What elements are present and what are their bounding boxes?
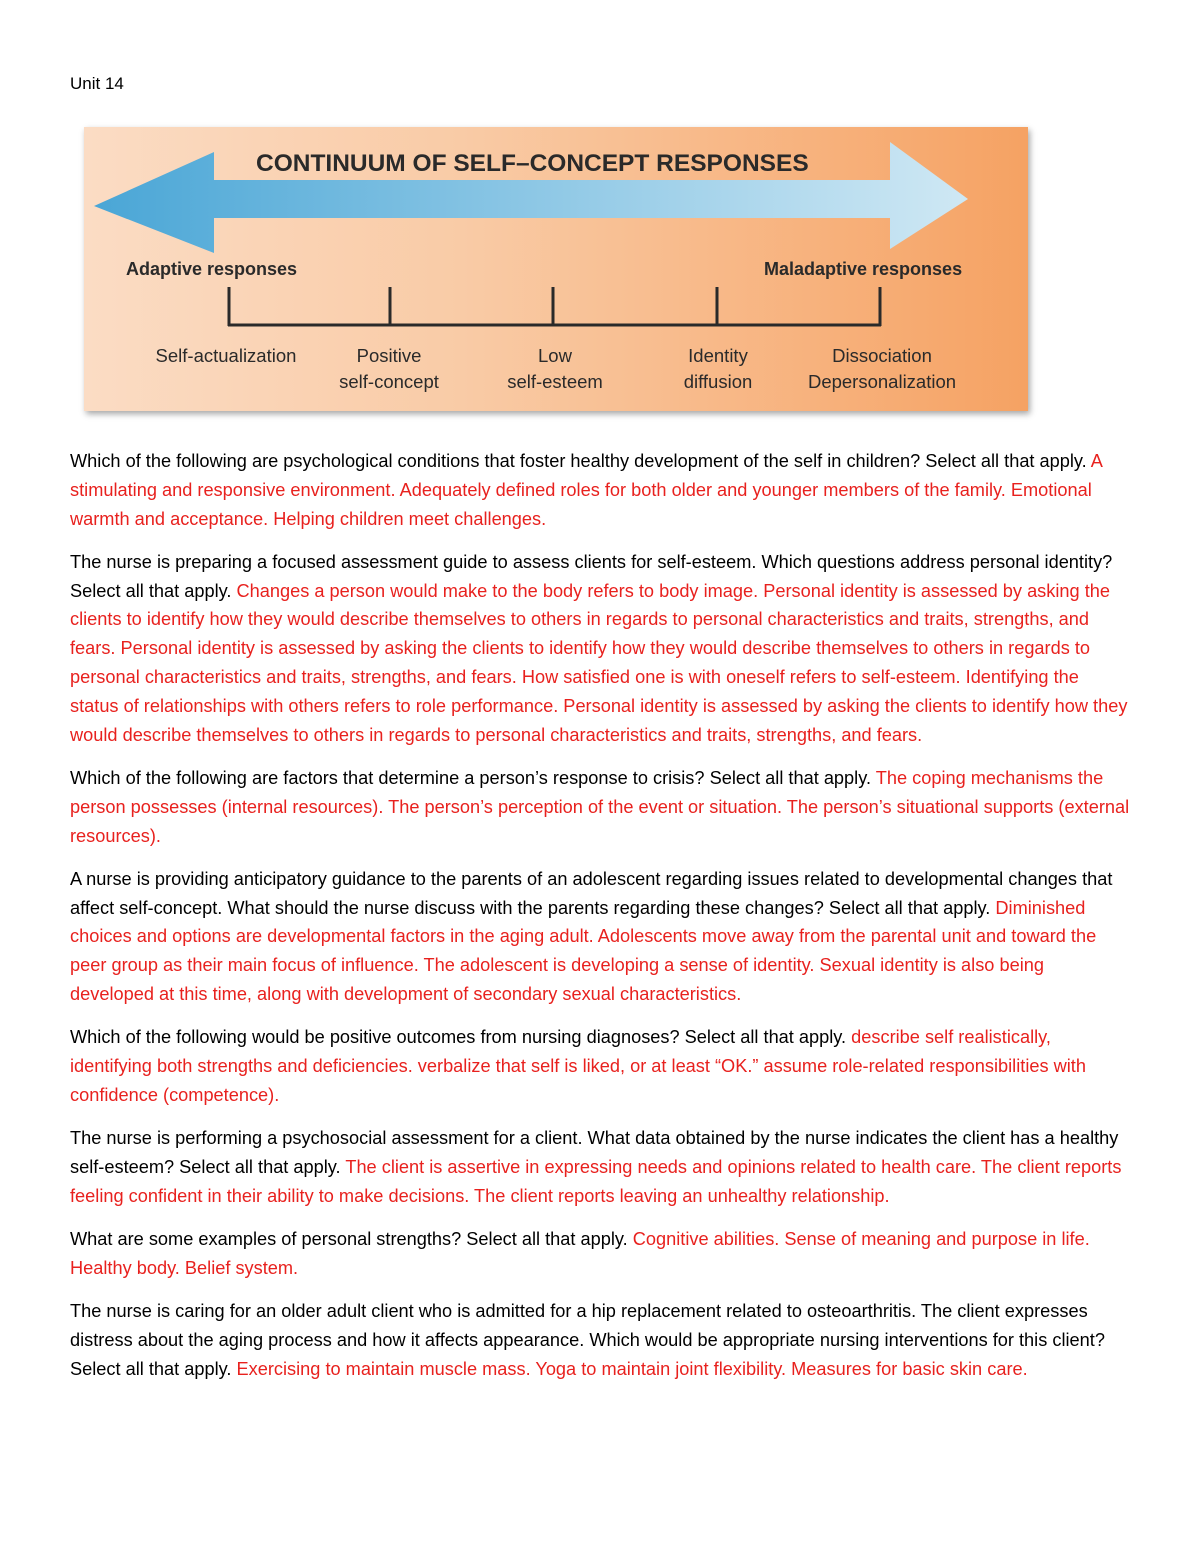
point-label-dissociation: Dissociation — [832, 345, 932, 366]
answer-text: Exercising to maintain muscle mass. Yoga to maintain joint flexibility. Measures for basic skin care. — [236, 1358, 1028, 1379]
point-label-positive: Positive — [356, 345, 422, 366]
question-text: A nurse is providing anticipatory guidance to the parents of an adolescent regarding issues related to developmental changes that affect self-concept. What should the nurse discuss with the parents regarding these changes? Select all that apply. — [70, 868, 1113, 918]
question-text: Which of the following are psychological conditions that foster healthy development of the self in children? Select all that apply. — [70, 451, 1087, 471]
adaptive-label: Adaptive responses — [126, 259, 298, 279]
answer-text: Changes a person would make to the body refers to body image. Personal identity is assessed by asking the clients to identify how they would describe themselves to others in regards to personal characteristics and traits, strengths, and fears. Personal identity is assessed by asking the clients to identify how they would describe themselves to others in regards to personal characteristics and traits, strengths, and fears. How satisfied one is with oneself refers to self-esteem. Identifying the status of relationships with others refers to role performance. Personal identity is assessed by asking the clients to identify how they would describe themselves to others in regards to personal characteristics and traits, strengths, and fears. — [70, 580, 1128, 745]
qa-item-8 — [70, 1297, 1132, 1383]
answer-text: describe self realistically, identifying both strengths and deficiencies. verbalize that self is liked, or at least “OK.” assume role-related responsibilities with confidence (competence). — [70, 1027, 1086, 1105]
question-text: Which of the following would be positive outcomes from nursing diagnoses? Select all that apply. — [70, 1027, 847, 1048]
qa-item-5 — [70, 1023, 1132, 1109]
point-label-self-concept: self-concept — [339, 371, 439, 392]
qa-item-3 — [70, 764, 1132, 850]
continuum-figure — [84, 127, 1028, 411]
question-text: What are some examples of personal strengths? Select all that apply. — [70, 1229, 628, 1250]
point-label-self-actualization: Self-actualization — [155, 345, 297, 366]
point-label-diffusion: diffusion — [683, 371, 753, 392]
qa-item-4 — [70, 865, 1132, 1009]
answer-text: The client is assertive in expressing needs and opinions related to health care. The client reports feeling confident in their ability to make decisions. The client reports leaving an unhealthy relationship. — [70, 1157, 1122, 1206]
answer-text: The coping mechanisms the person possesses (internal resources). The person’s perception of the event or situation. The person’s situational supports (external resources). — [70, 767, 1130, 846]
question-answer-list — [70, 447, 1132, 1398]
answer-text: Diminished choices and options are developmental factors in the aging adult. Adolescents move away from the parental unit and toward the peer group as their main focus of influence. The adolescent is developing a sense of identity. Sexual identity is also being developed at this time, along with development of secondary sexual characteristics. — [70, 897, 1097, 1005]
unit-title: Unit 14 — [70, 74, 124, 93]
qa-item-6 — [70, 1124, 1132, 1210]
maladaptive-label: Maladaptive responses — [764, 259, 963, 279]
answer-text: A stimulating and responsive environment. Adequately defined roles for both older and younger members of the family. Emotional warmth and acceptance. Helping children meet challenges. — [70, 451, 1102, 529]
qa-item-2 — [70, 548, 1132, 750]
answer-text: Cognitive abilities. Sense of meaning and purpose in life. Healthy body. Belief system. — [70, 1229, 1090, 1278]
point-label-low: Low — [538, 345, 572, 366]
question-text: The nurse is caring for an older adult client who is admitted for a hip replacement related to osteoarthritis. The client expresses distress about the aging process and how it affects appearance. Which would be appropriate nursing interventions for this client? Select all that apply. — [70, 1301, 1105, 1379]
question-text: The nurse is performing a psychosocial assessment for a client. What data obtained by the nurse indicates the client has a healthy self-esteem? Select all that apply. — [70, 1128, 1119, 1178]
point-label-self-esteem: self-esteem — [507, 371, 603, 392]
question-text: Which of the following are factors that determine a person’s response to crisis? Select all that apply. — [70, 767, 871, 788]
figure-title: CONTINUUM OF SELF–CONCEPT RESPONSES — [256, 150, 809, 177]
question-text: The nurse is preparing a focused assessment guide to assess clients for self-esteem. Which questions address personal identity? Select all that apply. — [70, 551, 1113, 601]
point-label-depersonalization: Depersonalization — [807, 371, 957, 392]
qa-item-7 — [70, 1225, 1132, 1283]
qa-item-1 — [70, 447, 1132, 533]
continuum-scale — [228, 287, 881, 326]
point-label-identity: Identity — [688, 345, 748, 366]
